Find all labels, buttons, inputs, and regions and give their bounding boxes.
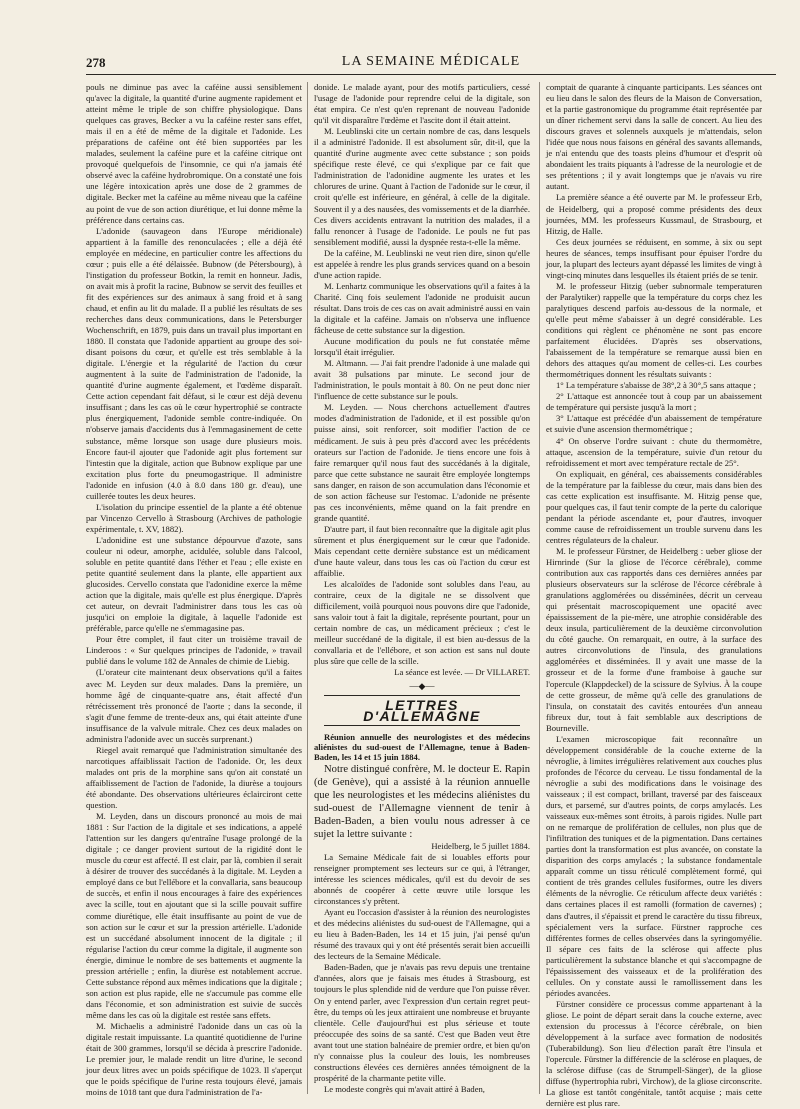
paragraph: M. Leyden. — Nous cherchons actuellement d'autres modes d'administration de l'adonide, et il est possible qu'on puisse ainsi, soit renforcer, soit modifier l'action de ce médicament. Je suis à peu près d'accord avec les précédents orateurs sur l'action de l'adonide. Je tiens encore une fois à faire remarquer qu'il nous faut des succédanés à la digitale, parce que cette substance ne saurait être employée longtemps sans danger, en raison de son accumulation dans l'économie et de son action fâcheuse sur l'estomac. L'adonide ne présente pas ces inconvénients, même quand on la fait prendre en grande quantité. <box>314 402 530 523</box>
paragraph: 2° L'attaque est annoncée tout à coup par un abaissement de température qui persiste jusqu'à la mort ; <box>546 391 762 413</box>
paragraph: D'autre part, il faut bien reconnaître que la digitale agit plus sûrement et plus énergiquement sur le cœur que l'adonide. Mais cependant cette dernière substance est un médicament d'une haute valeur, dans tous les cas où l'action du cœur est affaiblie. <box>314 523 530 579</box>
paragraph: La première séance a été ouverte par M. le professeur Erb, de Heidelberg, qui a proposé comme présidents des deux journées, MM. les professeurs Kussmaul, de Strasbourg, et Hitzig, de Halle. <box>546 192 762 236</box>
paragraph: M. Lenhartz communique les observations qu'il a faites à la Charité. Cinq fois seulement l'adonide ne produisit aucun résultat. Dans trois de ces cas on avait administré aussi en vain la digitale et la caféine. Jamais on n'observa une influence fâcheuse de cette substance sur la digestion. <box>314 280 530 336</box>
running-title: LA SEMAINE MÉDICALE <box>341 54 521 69</box>
column-rule <box>539 82 540 1094</box>
paragraph: Les alcaloïdes de l'adonide sont solubles dans l'eau, au contraire, ceux de la digitale ne se dissolvent que difficilement, voilà pourquoi nous pouvons dire que l'adonide, sans valoir tout à fait la digitale, représente pourtant, pour un certain nombre de cas, un médicament précieux ; c'est le meilleur succédané de la digitale, il est bien au-dessus de la convallaria et de l'ellébore, et son action est sans nul doute plus sûre que celle de la scille. <box>314 579 530 667</box>
paragraph: Riegel avait remarqué que l'administration simultanée des narcotiques affaiblissait l'action de l'adonide. Or, les deux malades ont pris de la morphine sans qu'on ait constaté un affaiblissement de l'action de l'adonide, la diurèse a toujours été abondante. Des observations ultérieures éclairciront cette question. <box>86 744 302 811</box>
paragraph: Le modeste congrès qui m'avait attiré à Baden, <box>324 1083 485 1094</box>
paragraph: L'isolation du principe essentiel de la plante a été obtenue par Vincenzo Cervello à Strasbourg (Archives de pathologie expérimentale, t. XV, 1882). <box>86 501 302 534</box>
page-number: 278 <box>86 55 106 70</box>
column-rule <box>307 82 308 1094</box>
paragraph: L'adonidine est une substance dépourvue d'azote, sans couleur ni odeur, amorphe, acidulée, soluble dans l'alcool, soluble en petite quantité dans l'éther et l'eau ; elle existe en petite quantité seulement dans la plante, elle appartient aux glucosides. Cervello constata que l'adonidine exerce la même action que la digitale, mais qu'elle est plus énergique. D'après cet auteur, on devrait l'administrer dans tous les cas où jusqu'ici on emploie la digitale, à laquelle l'adonide est préférable, parce qu'elle ne s'emmagasine pas. <box>86 534 302 634</box>
paragraph: De la caféine, M. Leublinski ne veut rien dire, sinon qu'elle est appelée à rendre les plus grands services quand on a besoin d'une action rapide. <box>314 247 530 280</box>
column-2 <box>314 82 530 1097</box>
paragraph: M. Leyden, dans un discours prononcé au mois de mai 1881 : Sur l'action de la digitale et ses indications, a appelé l'attention sur les dangers qu'entraîne l'usage prolongé de la digitale ; ce danger provient surtout de la rigidité dont le muscle du cœur est affecté. Il est clair, par là, combien il serait à désirer de trouver des succédanés à la digitale. M. Leyden a employé dans ce but l'ellébore et la convallaria, sans beaucoup de succès, et enfin il nous encourages à faire des expériences avec la scille, tout en ajoutant que si la scille pouvait suffire comme diurétique, elle était insuffisante au point de vue de son action sur le cœur et sur la pression artérielle. L'adonide est un succédané absolument innocent de la digitale ; il régularise l'action du cœur comme la digitale, il augmente son énergie, diminue le nombre de ses battements et augmente la pression artérielle ; enfin, la diurèse est notablement accrue. Cette substance répond aux mêmes indications que la digitale ; son action est plus rapide, elle ne s'accumule pas comme elle dans l'économie, et son administration est suivie de succès même dans les cas où la digitale est restée sans effets. <box>86 811 302 1020</box>
paragraph: M. Michaelis a administré l'adonide dans un cas où la digitale restait impuissante. La quantité quotidienne de l'urine était de 300 grammes, lorsqu'il se décida à prescrire l'adonide. Le premier jour, le malade rendit un litre d'urine, le second jour deux litres avec un poids spécifique de 1023. Il s'aperçut que le poids spécifique de l'urine resta toujours élevé, jamais moins de 1018 tant que dura l'administration de l'a- <box>86 1020 302 1098</box>
paragraph: 4° On observe l'ordre suivant : chute du thermomètre, attaque, ascension de la température, suivie d'un retour du refroidissement et mort avec température rectale de 25°. <box>546 435 762 468</box>
section-subheading: Réunion annuelle des neurologistes et des médecins aliénistes du sud-ouest de l'Allemagne, tenue à Baden-Baden, les 14 et 15 juin 1884. <box>314 731 530 763</box>
paragraph: M. le professeur Fürstner, de Heidelberg : ueber gliose der Hirnrinde (Sur la gliose de l'écorce cérébrale), comme contribution aux cas rapportés dans ces dernières années par plusieurs observateurs sur la sclérose de l'écorce cérébrale à granulations agglomérées ou disséminées, décrit un cerveau qui présentait macroscopiquement une opacité avec épaississement de la pie-mère, une atrophie considérable des deux insula, particulièrement de la deuxième circonvolution du côté gauche. On remarquait, en outre, à la surface des autres circonvolutions de l'insula, des granulations agglomérées et disséminées. Il y avait une masse de la grosseur et de la forme d'une framboise à gauche sur l'opercule (Klappdeckel) de la scissure de Sylvius. À la coupe de cette grosseur, de même qu'à celle des granulations de l'insula, on constatait des cavités entourées d'un anneau fibreux dur, tout à fait semblable aux descriptions de Bourneville. <box>546 545 762 733</box>
paragraph: pouls ne diminue pas avec la caféine aussi sensiblement qu'avec la digitale, la quantité d'urine augmente rapidement et atteint même le triple de son chiffre physiologique. Dans quelques cas graves, Becker a vu la caféine rester sans effet, mais il en a été de même de la digitale et l'adonide. Les préparations de caféine ont été bien supportées par les malades, seulement la caféine pure et la caféine citrique ont provoqué quelquefois de l'insomnie, ce qui n'a jamais été observé avec la caféine hydrobromique. On a constaté une fois une légère intoxication après une dose de 2 grammes de digitale. Becker met la caféine au même niveau que la caféine au point de vue de son action diurétique, et lui donne même la préférence dans certains cas. <box>86 82 302 225</box>
paragraph: Pour être complet, il faut citer un troisième travail de Linderoos : « Sur quelques principes de l'adonide, » travail publié dans le volume 182 de Annales de chimie de Liebig. <box>86 634 302 667</box>
paragraph: On expliquait, en général, ces abaissements considérables de la température par la faiblesse du cœur, mais dans bien des cas cette explication est insuffisante. M. Hitzig pense que, pour quelques cas, il faut tenir compte de la perte du calorique pendant la période ascendante et, pour d'autres, invoquer comme cause de refroidissement un trouble survenu dans les centres régulateurs de la chaleur. <box>546 468 762 545</box>
letter-dateline: Heidelberg, le 5 juillet 1884. <box>431 840 530 851</box>
column-1 <box>86 82 302 1097</box>
paragraph: Aucune modification du pouls ne fut constatée même lorsqu'il était irrégulier. <box>314 336 530 358</box>
paragraph: M. Leublinski cite un certain nombre de cas, dans lesquels il a administré l'adonide. Il est absolument sûr, dit-il, que la quantité d'urine augmente avec cette substance ; son poids spécifique reste élevé, ce qui s'explique par ce fait que l'administration de l'adonidine augmente les urates et les chlorures de urine. Quant à l'action de l'adonide sur le cœur, il croit qu'elle est inférieure, en général, à celle de la digitale. Souvent il y a des nausées, des vomissements et de la diarrhée. Ces divers accidents entravant la nutrition des malades, il a fallu renoncer à l'usage de l'adonide. Le pouls ne fut pas sensiblement modifié, aussi la dyspnée resta-t-elle la même. <box>314 126 530 247</box>
column-3 <box>546 82 762 1109</box>
paragraph: La Semaine Médicale fait de si louables efforts pour renseigner promptement ses lecteurs sur ce qui, à l'étranger, intéresse les sciences médicales, qu'il est du devoir de ses abonnés de coopérer à cette œuvre utile lorsque les circonstances s'y prêtent. <box>314 851 530 907</box>
paragraph: 3° L'attaque est précédée d'un abaissement de température et suivie d'une ascension thermométrique ; <box>546 413 762 435</box>
paragraph: M. le professeur Hitzig (ueber subnormale temperaturen der Paralytiker) rappelle que la température du corps chez les paralytiques descend parfois au-dessous de la normale, et qu'elle peut même s'abaisser à un degré considérable. Les conditions qui règlent ce phénomène ne sont pas encore parfaitement élucidées. D'après ses observations, l'abaissement de la température se remarque aussi bien en dehors des attaques qu'au moment de celles-ci. Les courbes thermométriques donnent les résultats suivants : <box>546 280 762 380</box>
paragraph: (L'orateur cite maintenant deux observations qu'il a faites avec M. Leyden sur deux malades. Dans la première, un homme âgé de cinquante-quatre ans, était affecté d'un rétrécissement très prononcé de l'aorte ; dans la seconde, il s'agit d'une femme de trente-deux ans, qui était atteinte d'une insuffisance de la valvule mitrale. Chez ces deux malades on administra l'adonide avec un succès surprenant.) <box>86 667 302 744</box>
paragraph: 1° La température s'abaisse de 38°,2 à 30°,5 sans attaque ; <box>556 380 756 391</box>
paragraph: Ayant eu l'occasion d'assister à la réunion des neurologistes et des médecins aliénistes du sud-ouest de l'Allemagne, qui a eu lieu à Baden-Baden, les 14 et 15 juin, j'ai pensé qu'un résumé des travaux qui y ont été présentés serait bien accueilli des lecteurs de la Semaine Médicale. <box>314 907 530 962</box>
paragraph: Fürstner considère ce processus comme appartenant à la gliose. Le point de départ serait dans la couche externe, avec extension du processus à l'écorce cérébrale, on bien développement à la surface avec formation de nodosités (Tuberabildung). Son lieu d'élection paraît être l'insula et l'opercule. Fürstner la différencie de la sclérose en plaques, de la sclérose diffuse (cas de Strumpell-Sänger), de la gliose diffuse (hypertrophia rubri, Virchow), de la gliose circonscrite. La gliose est tantôt congénitale, tantôt acquise ; mais cette dernière est plus rare. <box>546 998 762 1109</box>
paragraph: donide. Le malade ayant, pour des motifs particuliers, cessé l'usage de l'adonide pour reprendre celui de la digitale, son état empira. Ce n'est qu'en reprenant de nouveau l'adonide qu'il vit disparaître l'œdème et l'ascite dont il était atteint. <box>314 82 530 126</box>
intro-paragraph: Notre distingué confrère, M. le docteur E. Rapin (de Genève), qui a assisté à la réunion annuelle que les neurologistes et les médecins aliénistes du sud-ouest de l'Allemagne viennent de tenir à Baden-Baden, a bien voulu nous adresser à ce sujet la lettre suivante : <box>314 763 530 840</box>
section-title: LETTRES D'ALLEMAGNE <box>324 695 520 726</box>
paragraph: Ces deux journées se réduisent, en somme, à six ou sept heures de séances, temps insuffisant pour épuiser l'ordre du jour, la plupart des lecteurs ayant dépassé les limites de vingt à vingt-cinq minutes dans lesquelles ils étaient priés de se tenir. <box>546 236 762 280</box>
paragraph: Baden-Baden, que je n'avais pas revu depuis une trentaine d'années, alors que je faisais mes études à Strasbourg, est toujours le plus splendide nid de verdure que l'on puisse rêver. On y entend parler, avec l'expression d'un certain regret peut-être, du temps où les jeux attiraient une nombreuse et bruyante clientèle. Celle d'aujourd'hui est plus sérieuse et toute préoccupée des soins de sa santé. C'est que Baden veut être avant tout une station balnéaire de premier ordre, et bien qu'on n'y connaisse plus la couleur des louis, les nombreuses constructions élevées ces dernières années témoignent de la prospérité de la charmante petite ville. <box>314 962 530 1083</box>
section-separator: —◆— <box>409 680 435 691</box>
paragraph: M. Altmann. — J'ai fait prendre l'adonide à une malade qui avait 38 pulsations par minute. Le second jour de l'administration, le pouls montait à 80. On ne peut donc nier l'influence de cette substance sur le pouls. <box>314 358 530 402</box>
paragraph: L'examen microscopique fait reconnaître un développement considérable de la couche externe de la névroglie, à limites irrégulières relativement aux couches plus profondes de l'écorce du cerveau. Le tissu fondamental de la névroglie a subi des modifications dans le voisinage des vaisseaux ; il est compact, brillant, traversé par des faisceaux durs, et parsemé, sur d'autres points, de corps amylacés. Les vaisseaux eux-mêmes sont étroits, à parois rigides. Nulle part on ne remarque de prolifération de cellules, non plus que de l'infiltration des tuniques et de la pigmentation. Dans certaines parties dont la transformation est plus avancée, on constate la disparition des corps amylacés ; la substance fondamentale apparaît comme un tissu réticulé complètement formé, qui contient de très grandes cellules fusiformes, outre les divers éléments de la névroglie. Ce réticulum affecte deux variétés : dans certaines places il est ramolli (formation de cavernes) ; dans d'autres, il s'épaissit et prend le caractère du tissu fibreux, spécialement vers la surface. Fürstner rapproche ces différentes formes de celles observées dans la syringomyélie. Il sépare ces faits de la sclérose qui affecte plus particulièrement la substance blanche et qui s'accompagne de l'épaississement des vaisseaux et de la prolifération des cellules. On y constate aussi le ramollissement dans les périodes avancées. <box>546 733 762 998</box>
paragraph: comptait de quarante à cinquante participants. Les séances ont eu lieu dans le salon des fleurs de la Maison de Conversation, et la partie gastronomique du programme était représentée par un dîner richement servi dans la salle de concert. Au lieu des discours graves et solennels auxquels je m'attendais, selon l'idée que nous nous faisons en général des savants allemands, je n'ai entendu que des toasts pleins d'humour et d'esprit où abondaient les traits piquants à l'adresse de la neurologie et de ses prétentions ; il y avait longtemps que je n'avais vu rire autant. <box>546 82 762 192</box>
signature: La séance est levée. — Dr VILLARET. <box>394 667 530 678</box>
paragraph: L'adonide (sauvageon dans l'Europe méridionale) appartient à la famille des renonculacées ; elle a déjà été employée en médecine, en particulier contre les affections du cœur ; puis elle a été délaissée. Bubnow (de Pétersbourg), à l'instigation du professeur Botkin, la remit en honneur. Jadis, on avait mis à profit la racine, Bubnow se servit des feuilles et fit des expériences sur des animaux à sang froid et à sang chaud, et enfin au lit du malade. Il a publié les résultats de ses recherches dans deux communications, dans le Petersburger Wochenschrift, en 1879, puis dans un travail plus important en 1880. Il constata que l'adonide appartient au groupe des soi-disant poisons du cœur, et qu'elle est très semblable à la digitale. L'énergie et la régularité de l'action du cœur augmentent à la suite de l'administration de l'adonide, la quantité d'urine augmente également, et l'œdème disparaît. Cette action cependant fait défaut, si le cœur est déjà devenu insuffisant ; dans les cas où le cœur hypertrophié se contracte plus énergiquement, l'adonide semble contre-indiquée. On n'observe jamais d'accidents dus à l'emmagasinement de cette substance, même lorsque son usage dure plusieurs mois. Encore faut-il ajouter que l'adonide agit plus fortement sur l'intestin que la digitale, action que Bubnow explique par une excitation plus forte du pneumogastrique. Il administre l'adonide en infusion (4.0 à 8.0 dans 180 gr. d'eau), une cuillerée toutes les deux heures. <box>86 225 302 501</box>
page-header <box>86 52 776 75</box>
